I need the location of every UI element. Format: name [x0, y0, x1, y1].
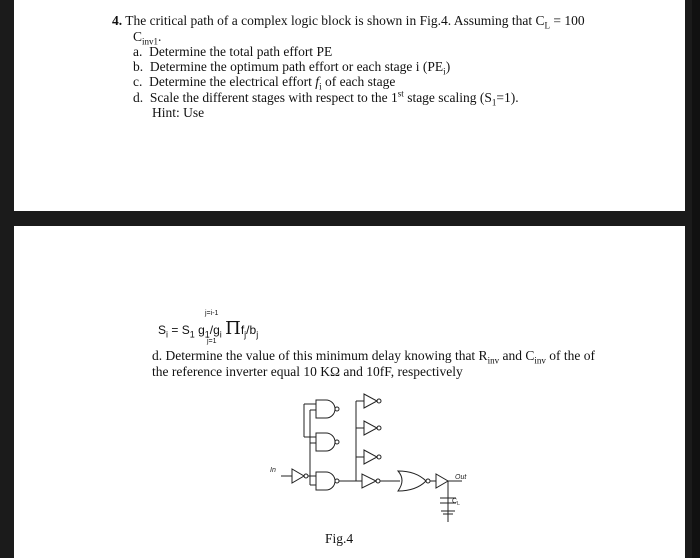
- formula-fj-sub: j: [244, 329, 247, 340]
- part-text-end: of each stage: [324, 74, 396, 89]
- cinv-end: .: [158, 29, 162, 44]
- formula-g: g: [194, 323, 205, 337]
- part-b: [133, 59, 450, 75]
- page-bottom: [14, 226, 685, 558]
- formula-f: f: [240, 323, 245, 337]
- part-label: c.: [133, 74, 143, 89]
- part-subscript: i: [443, 66, 446, 77]
- part-subscript: i: [319, 81, 322, 92]
- part-end: ): [445, 59, 451, 74]
- part-label: a.: [133, 44, 143, 59]
- question-line: [112, 13, 585, 29]
- part-text: Determine the value of this minimum delay knowing that R: [165, 348, 488, 363]
- output-label: Out: [455, 474, 467, 481]
- cl-subscript: L: [544, 20, 550, 31]
- formula-gi: /g: [209, 323, 220, 337]
- cinv-subscript: inv: [534, 355, 546, 366]
- part-label: b.: [133, 59, 144, 74]
- part-superscript: st: [397, 88, 404, 99]
- formula-g1-sub: 1: [204, 329, 210, 340]
- formula-lhs-sub: i: [166, 329, 169, 340]
- part-italic: f: [315, 74, 320, 89]
- formula-lhs: S: [158, 323, 167, 337]
- formula-bj-sub: j: [256, 329, 259, 340]
- part-text: Determine the total path effort PE: [149, 44, 333, 59]
- hint: [152, 105, 204, 121]
- part-label: d.: [152, 348, 163, 363]
- product-symbol: Π: [225, 318, 241, 339]
- cl-sub: L: [457, 501, 460, 507]
- part-d-delay: [152, 348, 595, 364]
- part-d-delay-line2: [152, 364, 463, 380]
- part-text: Determine the electrical effort: [149, 74, 316, 89]
- part-d: [133, 90, 519, 106]
- input-label: In: [270, 467, 276, 474]
- product-upper-limit: j=i-1: [205, 310, 219, 317]
- part-text-end: of the of: [545, 348, 595, 363]
- cinv-subscript: inv1: [142, 36, 159, 47]
- part-a: [133, 44, 332, 60]
- part-subscript: 1: [491, 97, 497, 108]
- cinv-text: C: [133, 29, 143, 44]
- rinv-subscript: inv: [487, 355, 500, 366]
- formula-s1-sub: 1: [189, 329, 195, 340]
- part-text: the reference inverter equal 10 KΩ and 10fF, respectively: [152, 364, 463, 379]
- part-text-mid: stage scaling (S: [403, 90, 492, 105]
- formula-rhs: = S: [171, 323, 190, 337]
- cl-value: = 100: [549, 13, 585, 28]
- part-text: Determine the optimum path effort or each stage i (PE: [149, 59, 444, 74]
- page-edge-bar: [692, 0, 700, 558]
- part-label: d.: [133, 90, 144, 105]
- part-text-end: =1).: [496, 90, 519, 105]
- question-line-2: [133, 29, 161, 45]
- formula-gi-sub: i: [219, 329, 222, 340]
- part-text: Scale the different stages with respect to the 1: [149, 90, 398, 105]
- question-intro: The critical path of a complex logic block is shown in Fig.4. Assuming that C: [125, 13, 545, 28]
- part-c: [133, 74, 395, 90]
- scaling-formula: [158, 318, 258, 339]
- product-lower-limit: j=1: [207, 338, 217, 345]
- cl-text: C: [452, 498, 458, 505]
- hint-text: Hint: Use: [152, 105, 205, 120]
- figure-caption: Fig.4: [325, 531, 354, 546]
- question-number: 4.: [112, 13, 123, 28]
- formula-b: /b: [246, 323, 257, 337]
- part-text-mid: and C: [499, 348, 535, 363]
